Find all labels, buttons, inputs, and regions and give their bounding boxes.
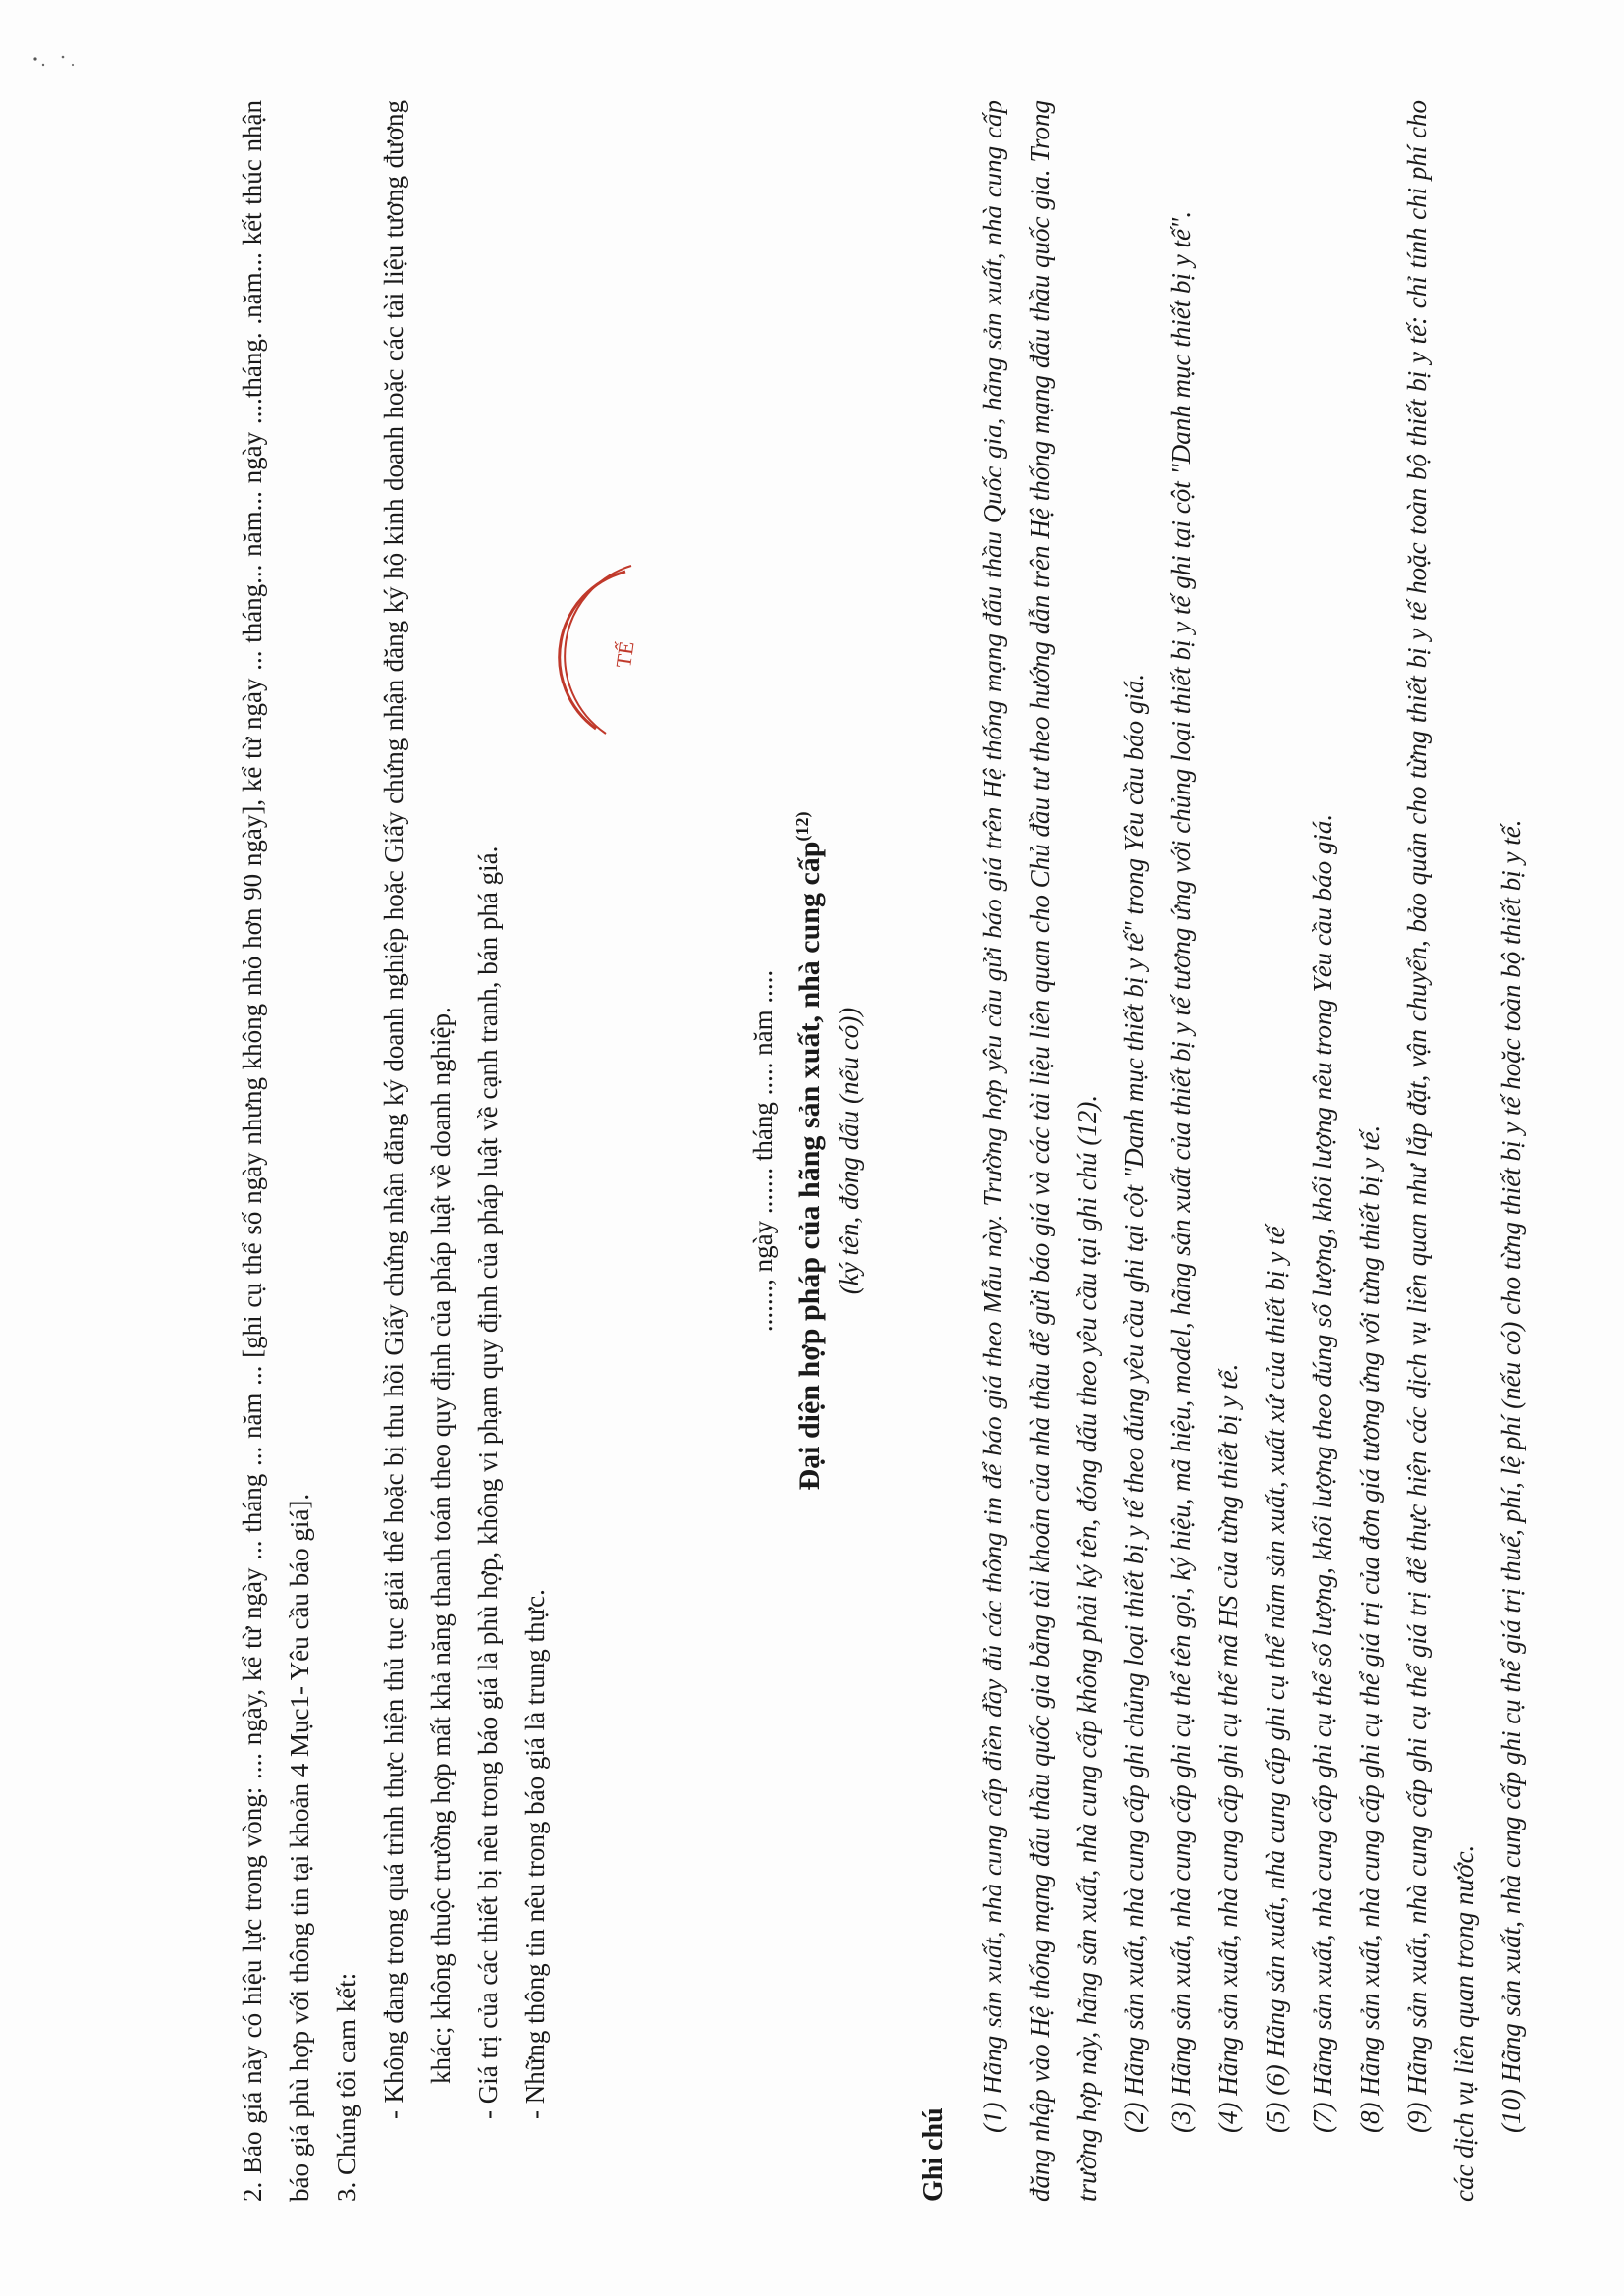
signature-title (783, 61, 830, 2241)
note-item-10: (10) Hãng sản xuất, nhà cung cấp ghi cụ thể giá trị thuế, phí, lệ phí (nếu có) cho từng thiết bị y tế hoặc toàn bộ thiết bị y tế. (1496, 819, 1526, 2133)
note-item-4: (4) Hãng sản xuất, nhà cung cấp ghi cụ thể mã HS của từng thiết bị y tế. (1214, 1363, 1243, 2133)
note-item-7: (7) Hãng sản xuất, nhà cung cấp ghi cụ thể số lượng, khối lượng theo đúng số lượng, khối lượng nêu trong Yêu cầu báo giá. (1308, 813, 1337, 2133)
commitment-section (229, 100, 559, 2202)
note-item-8: (8) Hãng sản xuất, nhà cung cấp ghi cụ thể giá trị của đơn giá tương ứng với từng thiết bị y tế. (1355, 1124, 1384, 2133)
signature-date-line: ......., ngày ....... tháng ..... năm ..... (748, 969, 778, 1333)
notes-heading: Ghi chú (918, 2107, 948, 2202)
scan-specks (29, 29, 88, 69)
rotated-document-content (193, 61, 1526, 2241)
note-item-9: (9) Hãng sản xuất, nhà cung cấp ghi cụ thể giá trị để thực hiện các dịch vụ liên quan như lắp đặt, vận chuyển, bảo quản cho từng thiết bị y tế hoặc toàn bộ thiết bị y tế: chỉ tính chi phí cho các dịch vụ liên quan trong nước. (1402, 100, 1479, 2202)
commitment-bullet-2: - Giá trị của các thiết bị nêu trong báo giá là phù hợp, không vi phạm quy định của pháp luật về cạnh tranh, bán phá giá. (473, 846, 503, 2119)
commitment-intro: 3. Chúng tôi cam kết: (332, 1972, 361, 2202)
stamp-text: TẾ (611, 639, 639, 670)
signature-subtitle: (ký tên, đóng dấu (nếu có)) (835, 1007, 864, 1295)
note-item-2: (2) Hãng sản xuất, nhà cung cấp ghi chủng loại thiết bị y tế theo đúng yêu cầu ghi tại cột "Danh mục thiết bị y tế" trong Yêu cầu báo giá. (1119, 673, 1149, 2133)
signature-title-text: Đại diện hợp pháp của hãng sản xuất, nhà cung cấp (793, 841, 826, 1491)
note-item-1: (1) Hãng sản xuất, nhà cung cấp điền đầy đủ các thông tin để báo giá theo Mẫu này. Trường hợp yêu cầu gửi báo giá trên Hệ thống mạng đấu thầu Quốc gia, hãng sản xuất, nhà cung cấp đăng nhập vào Hệ thống mạng đấu thầu quốc gia bằng tài khoản của nhà thầu để gửi báo giá và các tài liệu liên quan cho Chủ đầu tư theo hướng dẫn trên Hệ thống mạng đấu thầu quốc gia. Trong trường hợp này, hãng sản xuất, nhà cung cấp không phải ký tên, đóng dấu theo yêu cầu tại ghi chú (12). (978, 100, 1102, 2202)
commitment-bullet-3: - Những thông tin nêu trong báo giá là trung thực. (520, 1589, 550, 2119)
note-item-3: (3) Hãng sản xuất, nhà cung cấp ghi cụ thể tên gọi, ký hiệu, mã hiệu, model, hãng sản xuất của thiết bị y tế tương ứng với chủng loại thiết bị y tế ghi tại cột "Danh mục thiết bị y tế". (1166, 210, 1196, 2133)
note-item-5-6: (5) (6) Hãng sản xuất, nhà cung cấp ghi cụ thể năm sản xuất, xuất xứ của thiết bị y tế (1261, 1226, 1290, 2133)
commitment-bullet-1: - Không đang trong quá trình thực hiện thủ tục giải thể hoặc bị thu hồi Giấy chứng nhận đăng ký doanh nghiệp hoặc Giấy chứng nhận đăng ký hộ kinh doanh hoặc các tài liệu tương đương khác; không thuộc trường hợp mất khả năng thanh toán theo quy định của pháp luật về doanh nghiệp. (379, 100, 456, 2119)
signature-title-note: (12) (792, 811, 812, 842)
notes-list (969, 100, 1535, 2202)
red-stamp-seal (537, 552, 743, 758)
signature-block (743, 61, 869, 2241)
validity-paragraph: 2. Báo giá này có hiệu lực trong vòng: .... ngày, kể từ ngày ... tháng ... năm ... [ghi cụ thể số ngày nhưng không nhỏ hơn 90 ngày], kể từ ngày ... tháng... năm... ngày ....tháng. .năm... kết thúc nhận báo giá phù hợp với thông tin tại khoản 4 Mục1- Yêu cầu báo giá]. (238, 100, 314, 2202)
